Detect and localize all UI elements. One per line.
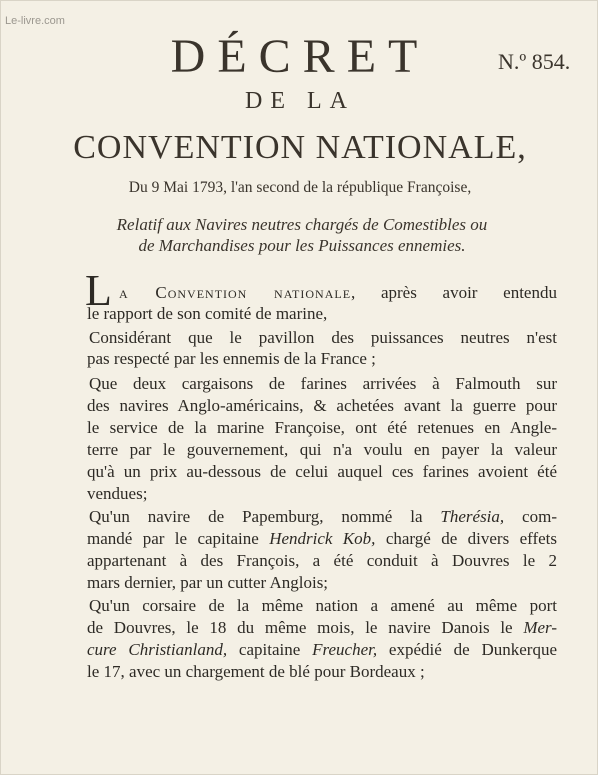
body-text: mandé par le capitaine (87, 529, 270, 548)
body-text: expédié de Dunkerque (377, 640, 557, 659)
body-line (87, 640, 557, 660)
body-line: mars dernier, par un cutter Anglois; (87, 573, 329, 592)
drop-cap: L (85, 266, 112, 315)
body-text: a Convention nationale (119, 283, 352, 302)
body-line: appartenant à des François, a été conduit à Douvres le 2 (87, 551, 557, 570)
body-line (87, 618, 557, 638)
watermark: Le-livre.com (5, 15, 65, 27)
ship-name: cure Christianland, (87, 640, 228, 659)
body-line (89, 507, 557, 527)
body-line: le service de la marine Françoise, ont été retenues en Angle- (87, 418, 557, 437)
decree-title: DÉCRET (170, 30, 430, 83)
decree-date: Du 9 Mai 1793, l'an second de la république Françoise, (128, 179, 472, 196)
body-line: des navires Anglo-américains, & achetées avant la guerre pour (87, 396, 557, 415)
body-line: le rapport de son comité de marine, (87, 304, 328, 323)
body-text: capitaine (227, 640, 313, 659)
body-line: pas respecté par les ennemis de la France ; (87, 349, 376, 368)
subject-line-2: de Marchandises pour les Puissances ennemies. (138, 236, 466, 255)
captain-name: Hendrick Kob, (269, 529, 376, 548)
body-text: , après avoir entendu (351, 283, 557, 302)
body-line: Qu'un corsaire de la même nation a amené au même port (89, 596, 557, 615)
body-line: qu'à un prix au-dessous de celui auquel ces farines avoient été (87, 462, 557, 481)
subject-line-1: Relatif aux Navires neutres chargés de Comestibles ou (116, 215, 488, 234)
body-text: Qu'un navire de Papemburg, nommé la (89, 507, 441, 526)
body-text: com- (504, 507, 557, 526)
body-line: Considérant que le pavillon des puissances neutres n'est (89, 328, 557, 347)
body-line: terre par le gouvernement, qui n'a voulu en payer la valeur (87, 440, 557, 459)
decree-number: N.º 854. (498, 49, 571, 74)
convention-heading: CONVENTION NATIONALE, (73, 129, 527, 166)
body-line: le 17, avec un chargement de blé pour Bordeaux ; (87, 662, 425, 681)
ship-name: Therésia, (440, 507, 505, 526)
decree-subject (67, 214, 537, 256)
body-line: vendues; (87, 484, 148, 503)
body-line (87, 529, 557, 549)
ship-name: Mer- (523, 618, 557, 637)
body-line: Que deux cargaisons de farines arrivées à Falmouth sur (89, 374, 557, 393)
body-line (119, 283, 557, 303)
body-text: chargé de divers effets (375, 529, 558, 548)
captain-name: Freucher, (312, 640, 378, 659)
body-text: de Douvres, le 18 du même mois, le navire Danois le (87, 618, 524, 637)
decree-subtitle: DE LA (245, 88, 355, 114)
